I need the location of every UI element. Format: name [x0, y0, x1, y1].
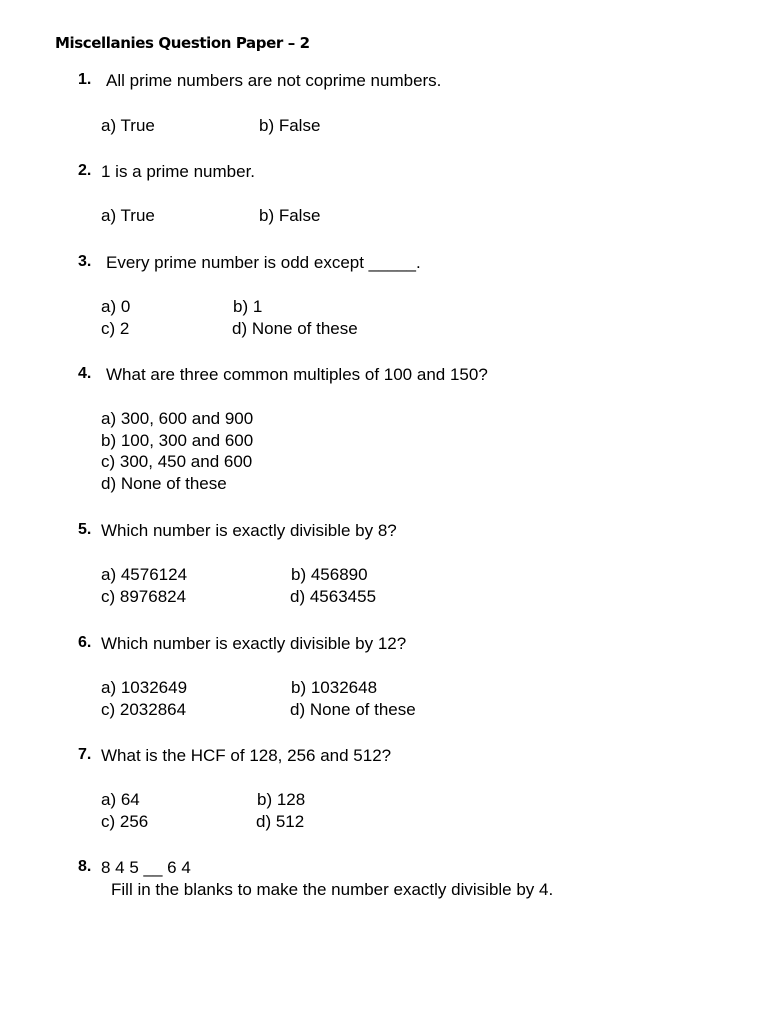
question-3 — [0, 253, 768, 340]
answer-option: a) True — [101, 116, 155, 135]
question-text: What are three common multiples of 100 and 150? — [106, 365, 488, 384]
answer-option: b) 1032648 — [291, 678, 378, 697]
answer-option: b) 1 — [233, 297, 263, 316]
question-5 — [0, 521, 768, 608]
question-text: Every prime number is odd except _____. — [106, 253, 421, 272]
question-number: 6. — [78, 634, 92, 651]
question-number: 4. — [78, 365, 92, 382]
question-text: 1 is a prime number. — [101, 162, 256, 181]
question-4 — [0, 365, 768, 495]
answer-option: a) 4576124 — [101, 565, 188, 584]
question-number: 3. — [78, 253, 92, 270]
answer-option: b) False — [259, 116, 321, 135]
answer-option: c) 2 — [101, 318, 130, 338]
answer-option: a) 1032649 — [101, 678, 188, 697]
answer-option: b) False — [259, 206, 321, 225]
answer-option: a) True — [101, 206, 155, 225]
question-text: All prime numbers are not coprime numbers. — [106, 71, 442, 90]
answer-option: c) 300, 450 and 600 — [101, 452, 253, 471]
question-2 — [0, 162, 768, 228]
answer-option: c) 2032864 — [101, 699, 187, 719]
question-1 — [0, 71, 768, 138]
question-6 — [0, 634, 768, 721]
answer-option: d) None of these — [232, 318, 358, 338]
answer-option: b) 128 — [257, 790, 306, 809]
answer-option: c) 256 — [101, 811, 149, 831]
answer-option: d) 4563455 — [290, 586, 377, 606]
answer-option: d) None of these — [290, 699, 416, 719]
question-text: What is the HCF of 128, 256 and 512? — [101, 746, 392, 765]
question-text: Which number is exactly divisible by 8? — [101, 521, 397, 540]
question-number: 5. — [78, 521, 92, 538]
answer-option: a) 64 — [101, 790, 140, 809]
answer-option: b) 100, 300 and 600 — [101, 430, 254, 450]
answer-option: a) 300, 600 and 900 — [101, 409, 254, 428]
question-text: 8 4 5 __ 6 4 — [101, 858, 191, 877]
question-instruction: Fill in the blanks to make the number exactly divisible by 4. — [111, 880, 554, 899]
page-title: Miscellanies Question Paper – 2 — [55, 34, 310, 52]
question-number: 2. — [78, 162, 92, 179]
question-number: 7. — [78, 746, 92, 763]
answer-option: a) 0 — [101, 297, 131, 316]
answer-option: c) 8976824 — [101, 586, 187, 606]
question-text: Which number is exactly divisible by 12? — [101, 634, 407, 653]
answer-option: b) 456890 — [291, 565, 368, 584]
question-number: 1. — [78, 71, 92, 88]
question-8 — [0, 858, 768, 899]
question-7 — [0, 746, 768, 833]
answer-option: d) 512 — [256, 811, 305, 831]
question-number: 8. — [78, 858, 92, 875]
answer-option: d) None of these — [101, 473, 227, 493]
